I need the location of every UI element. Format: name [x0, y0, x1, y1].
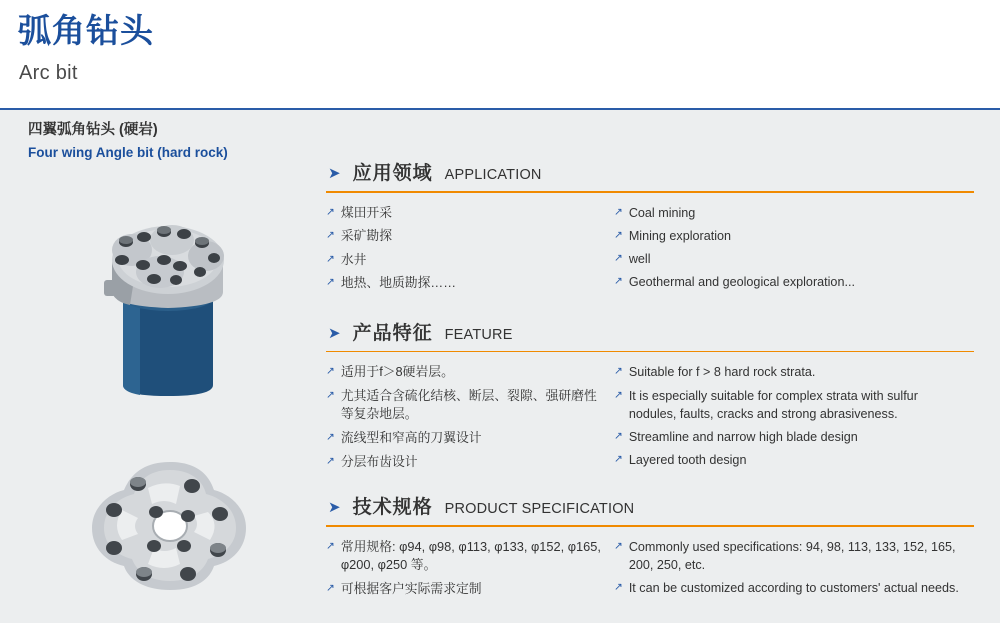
list-item	[326, 453, 608, 472]
list-item	[614, 538, 966, 575]
section-title-cn: 应用领域	[352, 163, 433, 184]
list-item	[326, 429, 608, 448]
list-item-label: 分层布齿设计	[340, 453, 418, 469]
product-name-cn: 四翼弧角钻头 (硬岩)	[28, 122, 158, 138]
section-divider	[326, 351, 974, 353]
section-body-feature	[326, 363, 974, 476]
section-column-en	[614, 363, 966, 476]
list-item-label: 适用于f＞8硬岩层。	[340, 364, 454, 380]
bullet-arrow-icon: ↗	[614, 228, 623, 241]
bullet-arrow-icon: ↗	[326, 276, 335, 289]
bullet-arrow-icon: ↗	[326, 581, 335, 594]
list-item-label: Streamline and narrow high blade design	[628, 430, 858, 445]
list-item	[614, 227, 966, 245]
bullet-arrow-icon: ↗	[326, 229, 335, 242]
bullet-arrow-icon: ↗	[614, 205, 623, 218]
section-title-en: APPLICATION	[444, 167, 542, 183]
section-divider	[326, 525, 974, 527]
drill-bit-side-view-image	[60, 180, 290, 410]
list-item-label: Mining exploration	[628, 228, 732, 243]
section-arrow-icon: ➤	[328, 499, 341, 517]
section-arrow-icon: ➤	[328, 324, 341, 342]
list-item-label: 水井	[340, 251, 367, 267]
section-body-application	[326, 204, 974, 298]
section-column-cn	[326, 204, 614, 298]
list-item	[326, 363, 608, 382]
list-item-label: 可根据客户实际需求定制	[340, 580, 482, 596]
bullet-arrow-icon: ↗	[326, 388, 335, 401]
page-title-en: Arc bit	[19, 62, 78, 84]
list-item	[614, 250, 966, 268]
list-item	[326, 580, 608, 599]
list-item	[326, 251, 608, 270]
list-item-label: Layered tooth design	[628, 453, 747, 468]
list-item-label: 流线型和窄高的刀翼设计	[340, 430, 482, 446]
product-name-en: Four wing Angle bit (hard rock)	[28, 144, 228, 160]
section-body-specification	[326, 538, 974, 604]
list-item	[614, 387, 966, 424]
section-column-en	[614, 538, 966, 604]
bullet-arrow-icon: ↗	[326, 539, 335, 552]
page-title-cn: 弧角钻头	[18, 12, 154, 49]
list-item-label: Suitable for f > 8 hard rock strata.	[628, 365, 816, 380]
bullet-arrow-icon: ↗	[614, 453, 623, 466]
list-item-label: 煤田开采	[340, 204, 392, 220]
bullet-arrow-icon: ↗	[614, 252, 623, 265]
drill-bit-bottom-view-image	[60, 450, 280, 600]
section-application	[326, 158, 974, 298]
list-item	[614, 273, 966, 291]
section-header-feature	[326, 318, 974, 345]
section-column-en	[614, 204, 966, 298]
list-item-label: well	[628, 252, 651, 267]
section-title-cn: 技术规格	[352, 497, 433, 519]
list-item-label: Geothermal and geological exploration...	[628, 275, 855, 290]
bullet-arrow-icon: ↗	[326, 205, 335, 218]
bullet-arrow-icon: ↗	[614, 365, 623, 378]
section-feature	[326, 318, 974, 476]
section-specification	[326, 492, 974, 603]
product-info	[28, 120, 318, 163]
list-item	[614, 451, 966, 469]
section-column-cn	[326, 538, 614, 604]
bullet-arrow-icon: ↗	[614, 581, 623, 594]
list-item-label: 采矿勘探	[340, 228, 392, 244]
list-item	[326, 538, 608, 575]
list-item-label: Coal mining	[628, 205, 696, 220]
bullet-arrow-icon: ↗	[614, 275, 623, 288]
section-divider	[326, 191, 974, 193]
list-item-label: It can be customized according to customers' actual needs.	[628, 581, 959, 596]
list-item	[614, 204, 966, 222]
list-item-label: 尤其适合含硫化结核、断层、裂隙、强研磨性等复杂地层。	[340, 387, 597, 422]
bullet-arrow-icon: ↗	[326, 454, 335, 467]
list-item	[326, 387, 608, 424]
bullet-arrow-icon: ↗	[614, 388, 623, 401]
section-title-cn: 产品特征	[352, 322, 433, 344]
list-item	[326, 274, 608, 293]
page-header	[0, 0, 1000, 110]
section-title-en: PRODUCT SPECIFICATION	[444, 501, 635, 518]
list-item-label: It is especially suitable for complex strata with sulfur nodules, faults, cracks and strong abrasiveness.	[628, 388, 918, 421]
section-column-cn	[326, 363, 614, 476]
spec-sections	[326, 158, 974, 607]
list-item	[326, 227, 608, 246]
list-item-label: 常用规格: φ94, φ98, φ113, φ133, φ152, φ165, φ200, φ250 等。	[340, 538, 601, 573]
bullet-arrow-icon: ↗	[614, 539, 623, 552]
section-title-en: FEATURE	[444, 326, 513, 343]
bullet-arrow-icon: ↗	[326, 431, 335, 444]
section-header-application	[326, 158, 974, 185]
section-arrow-icon: ➤	[328, 165, 341, 182]
bullet-arrow-icon: ↗	[326, 365, 335, 378]
list-item	[614, 428, 966, 446]
list-item-label: 地热、地质勘探……	[340, 275, 456, 291]
list-item	[614, 363, 966, 381]
section-header-specification	[326, 492, 974, 519]
content-panel	[0, 110, 1000, 623]
list-item	[614, 579, 966, 597]
bullet-arrow-icon: ↗	[614, 430, 623, 443]
list-item-label: Commonly used specifications: 94, 98, 113, 133, 152, 165, 200, 250, etc.	[628, 539, 956, 572]
bullet-arrow-icon: ↗	[326, 252, 335, 265]
list-item	[326, 204, 608, 223]
